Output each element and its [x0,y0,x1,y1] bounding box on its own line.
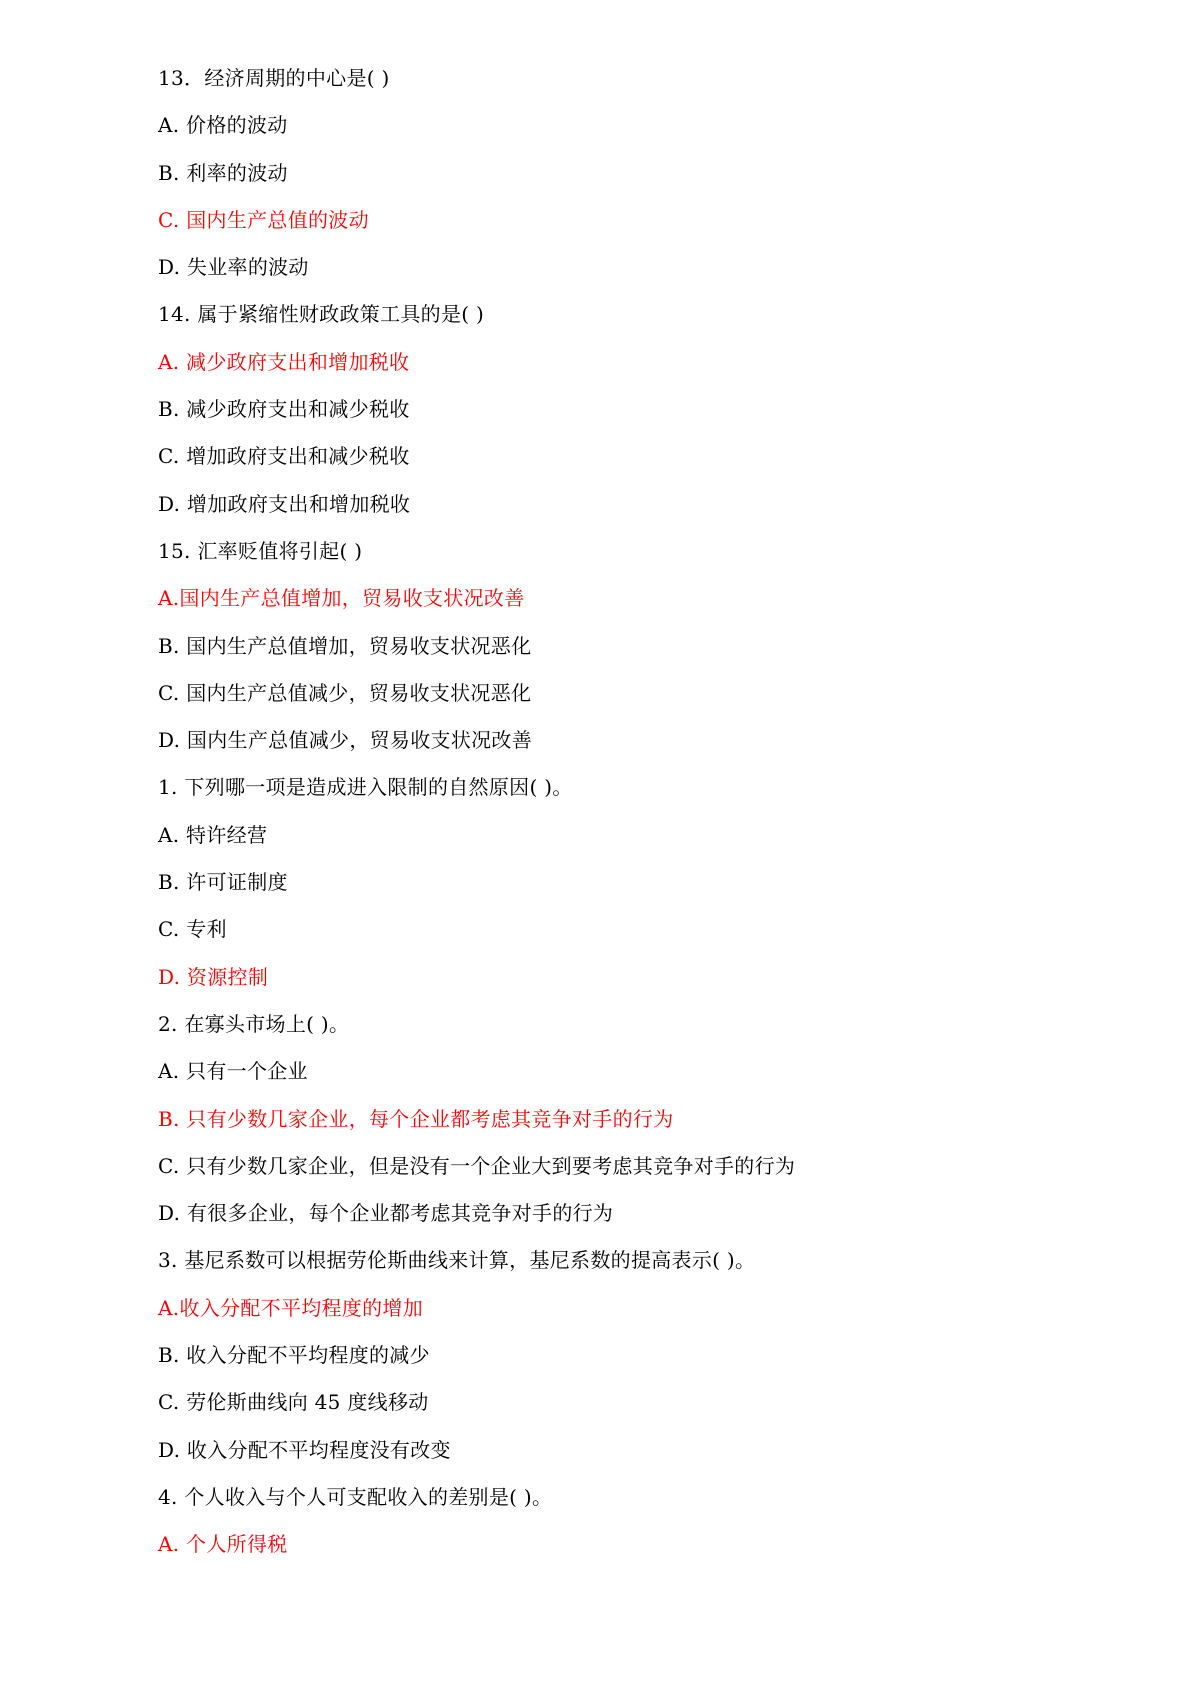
question-line: 13．经济周期的中心是( ) [158,66,390,90]
question-line: A. 特许经营 [158,822,268,847]
question-line: 15. 汇率贬值将引起( ) [158,538,363,563]
question-line: 4. 个人收入与个人可支配收入的差别是( )。 [158,1484,553,1509]
question-line: D. 增加政府支出和增加税收 [158,491,411,516]
question-line: C. 专利 [158,917,227,942]
question-line: B. 收入分配不平均程度的减少 [158,1343,430,1368]
question-line: 2. 在寡头市场上( )。 [158,1011,350,1036]
answer-option-line: D. 资源控制 [158,964,269,989]
question-line: B. 国内生产总值增加，贸易收支状况恶化 [158,633,532,658]
answer-option-line: A. 个人所得税 [158,1532,288,1557]
question-line: B. 利率的波动 [158,160,288,185]
answer-option-line: C. 国内生产总值的波动 [158,207,369,232]
question-line: B. 减少政府支出和减少税收 [158,397,410,422]
question-line: C. 增加政府支出和减少税收 [158,444,410,469]
answer-option-line: A.收入分配不平均程度的增加 [158,1295,424,1320]
question-line: D. 失业率的波动 [158,255,309,280]
question-line: A. 只有一个企业 [158,1059,308,1084]
question-line: 14. 属于紧缩性财政政策工具的是( ) [158,302,485,327]
question-list [158,62,1138,1576]
question-line: A. 价格的波动 [158,113,288,138]
question-line: D. 收入分配不平均程度没有改变 [158,1437,451,1462]
question-line: C. 只有少数几家企业，但是没有一个企业大到要考虑其竞争对手的行为 [158,1153,796,1178]
question-line: C. 劳伦斯曲线向 45 度线移动 [158,1390,429,1415]
question-line: C. 国内生产总值减少，贸易收支状况恶化 [158,680,532,705]
answer-option-line: A.国内生产总值增加，贸易收支状况改善 [158,586,525,611]
question-line: 3. 基尼系数可以根据劳伦斯曲线来计算，基尼系数的提高表示( )。 [158,1248,756,1273]
question-line: B. 许可证制度 [158,870,288,895]
answer-option-line: B. 只有少数几家企业，每个企业都考虑其竞争对手的行为 [158,1106,674,1131]
answer-option-line: A. 减少政府支出和增加税收 [158,349,410,374]
question-line: D. 国内生产总值减少，贸易收支状况改善 [158,728,533,753]
question-line: D. 有很多企业，每个企业都考虑其竞争对手的行为 [158,1201,614,1226]
question-line: 1. 下列哪一项是造成进入限制的自然原因( )。 [158,775,573,800]
